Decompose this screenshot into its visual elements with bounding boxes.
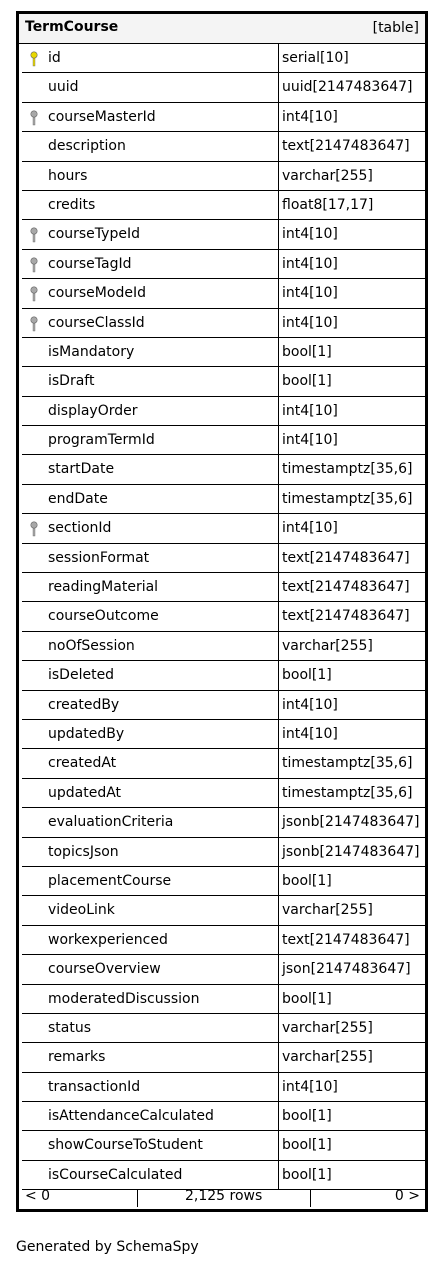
primary-key-icon xyxy=(29,51,39,67)
table-kind: [table] xyxy=(372,20,419,36)
column-type: bool[1] xyxy=(279,661,425,690)
column-list xyxy=(19,44,425,1190)
column-name: endDate xyxy=(48,490,108,507)
column-name-cell xyxy=(22,162,279,191)
column-type: varchar[255] xyxy=(279,1014,425,1043)
column-type: serial[10] xyxy=(279,44,425,73)
parents-count: 0 > xyxy=(394,1188,420,1204)
column-name: sessionFormat xyxy=(48,549,150,566)
column-name-cell xyxy=(22,44,279,73)
column-name: updatedAt xyxy=(48,784,122,801)
column-type: bool[1] xyxy=(279,1161,425,1190)
column-name: createdAt xyxy=(48,755,117,772)
foreign-key-icon xyxy=(29,521,39,537)
column-row xyxy=(19,103,425,132)
column-row xyxy=(19,73,425,102)
column-type: int4[10] xyxy=(279,426,425,455)
column-row xyxy=(19,1043,425,1072)
column-type: varchar[255] xyxy=(279,1043,425,1072)
column-type: jsonb[2147483647] xyxy=(279,808,425,837)
column-row xyxy=(19,1131,425,1160)
column-row xyxy=(19,250,425,279)
column-type: int4[10] xyxy=(279,103,425,132)
column-type: text[2147483647] xyxy=(279,132,425,161)
column-name-cell xyxy=(22,250,279,279)
column-row xyxy=(19,338,425,367)
column-name-cell xyxy=(22,73,279,102)
column-type: uuid[2147483647] xyxy=(279,73,425,102)
row-count: 2,125 rows xyxy=(185,1188,263,1204)
column-type: float8[17,17] xyxy=(279,191,425,220)
column-type: bool[1] xyxy=(279,867,425,896)
column-name-cell xyxy=(22,426,279,455)
column-type: timestamptz[35,6] xyxy=(279,779,425,808)
column-name-cell xyxy=(22,808,279,837)
column-name-cell xyxy=(22,455,279,484)
foreign-key-icon xyxy=(29,257,39,273)
column-row xyxy=(19,397,425,426)
column-type: int4[10] xyxy=(279,1073,425,1102)
column-row xyxy=(19,808,425,837)
column-name: courseClassId xyxy=(48,314,145,331)
table-name: TermCourse xyxy=(25,19,119,35)
column-name: isMandatory xyxy=(48,343,135,360)
column-name: uuid xyxy=(48,79,79,96)
column-row xyxy=(19,132,425,161)
column-row xyxy=(19,896,425,925)
column-row xyxy=(19,279,425,308)
column-type: bool[1] xyxy=(279,338,425,367)
column-name-cell xyxy=(22,1131,279,1160)
column-name: isAttendanceCalculated xyxy=(48,1108,214,1125)
column-row xyxy=(19,955,425,984)
column-type: bool[1] xyxy=(279,985,425,1014)
column-name-cell xyxy=(22,867,279,896)
column-row xyxy=(19,985,425,1014)
column-row xyxy=(19,926,425,955)
column-row xyxy=(19,191,425,220)
column-name-cell xyxy=(22,220,279,249)
column-name: transactionId xyxy=(48,1078,141,1095)
column-type: bool[1] xyxy=(279,1102,425,1131)
column-name-cell xyxy=(22,367,279,396)
column-name: createdBy xyxy=(48,696,120,713)
column-name: isCourseCalculated xyxy=(48,1166,183,1183)
footer-divider xyxy=(310,1189,311,1207)
column-name-cell xyxy=(22,896,279,925)
column-name-cell xyxy=(22,955,279,984)
column-type: timestamptz[35,6] xyxy=(279,749,425,778)
column-row xyxy=(19,367,425,396)
column-name: topicsJson xyxy=(48,843,119,860)
column-type: int4[10] xyxy=(279,514,425,543)
column-row xyxy=(19,838,425,867)
column-name-cell xyxy=(22,1073,279,1102)
column-row xyxy=(19,691,425,720)
column-name-cell xyxy=(22,720,279,749)
column-name-cell xyxy=(22,191,279,220)
column-type: int4[10] xyxy=(279,220,425,249)
column-name: evaluationCriteria xyxy=(48,814,174,831)
column-name: showCourseToStudent xyxy=(48,1137,203,1154)
column-type: bool[1] xyxy=(279,1131,425,1160)
column-name: moderatedDiscussion xyxy=(48,990,200,1007)
column-name: programTermId xyxy=(48,432,155,449)
column-row xyxy=(19,1073,425,1102)
column-name-cell xyxy=(22,279,279,308)
foreign-key-icon xyxy=(29,286,39,302)
column-type: int4[10] xyxy=(279,397,425,426)
column-type: int4[10] xyxy=(279,720,425,749)
column-name-cell xyxy=(22,1102,279,1131)
column-row xyxy=(19,544,425,573)
column-name: credits xyxy=(48,196,96,213)
column-name-cell xyxy=(22,309,279,338)
footer-divider xyxy=(137,1189,138,1207)
column-name-cell xyxy=(22,838,279,867)
column-name-cell xyxy=(22,573,279,602)
column-type: int4[10] xyxy=(279,691,425,720)
column-name: noOfSession xyxy=(48,637,135,654)
column-row xyxy=(19,867,425,896)
column-name-cell xyxy=(22,397,279,426)
column-row xyxy=(19,1014,425,1043)
column-row xyxy=(19,44,425,73)
column-name: courseTagId xyxy=(48,255,132,272)
column-name-cell xyxy=(22,103,279,132)
column-name: isDeleted xyxy=(48,667,115,684)
column-name: id xyxy=(48,50,61,66)
foreign-key-icon xyxy=(29,316,39,332)
column-type: timestamptz[35,6] xyxy=(279,485,425,514)
column-name-cell xyxy=(22,985,279,1014)
column-name: readingMaterial xyxy=(48,579,159,596)
column-name: description xyxy=(48,138,126,155)
column-name-cell xyxy=(22,779,279,808)
column-name-cell xyxy=(22,749,279,778)
column-name: startDate xyxy=(48,461,115,478)
table-footer xyxy=(19,1186,425,1209)
column-name-cell xyxy=(22,338,279,367)
column-name-cell xyxy=(22,544,279,573)
column-name: remarks xyxy=(48,1049,106,1066)
column-type: jsonb[2147483647] xyxy=(279,838,425,867)
column-name: updatedBy xyxy=(48,725,125,742)
column-row xyxy=(19,661,425,690)
column-name-cell xyxy=(22,632,279,661)
column-name: workexperienced xyxy=(48,931,168,948)
column-type: timestamptz[35,6] xyxy=(279,455,425,484)
column-type: int4[10] xyxy=(279,309,425,338)
column-name: courseOverview xyxy=(48,961,161,978)
table-node xyxy=(16,11,428,1212)
column-name: courseTypeId xyxy=(48,226,140,243)
column-name-cell xyxy=(22,485,279,514)
foreign-key-icon xyxy=(29,227,39,243)
column-row xyxy=(19,309,425,338)
generated-by-label: Generated by SchemaSpy xyxy=(16,1239,199,1255)
column-row xyxy=(19,485,425,514)
column-row xyxy=(19,632,425,661)
column-name: videoLink xyxy=(48,902,115,919)
column-type: json[2147483647] xyxy=(279,955,425,984)
column-name: placementCourse xyxy=(48,872,172,889)
table-header xyxy=(19,14,425,44)
column-type: int4[10] xyxy=(279,250,425,279)
column-name: hours xyxy=(48,167,88,184)
column-row xyxy=(19,220,425,249)
column-row xyxy=(19,514,425,543)
column-row xyxy=(19,720,425,749)
column-name-cell xyxy=(22,132,279,161)
column-name-cell xyxy=(22,926,279,955)
foreign-key-icon xyxy=(29,110,39,126)
column-row xyxy=(19,779,425,808)
column-name-cell xyxy=(22,1014,279,1043)
column-name-cell xyxy=(22,1043,279,1072)
column-name-cell xyxy=(22,691,279,720)
column-name: sectionId xyxy=(48,520,112,537)
column-type: text[2147483647] xyxy=(279,926,425,955)
column-name: courseMasterId xyxy=(48,108,156,125)
column-name: displayOrder xyxy=(48,402,138,419)
column-type: varchar[255] xyxy=(279,896,425,925)
column-type: int4[10] xyxy=(279,279,425,308)
column-name: isDraft xyxy=(48,373,95,390)
column-type: text[2147483647] xyxy=(279,544,425,573)
column-row xyxy=(19,573,425,602)
column-name-cell xyxy=(22,661,279,690)
column-type: varchar[255] xyxy=(279,162,425,191)
column-row xyxy=(19,602,425,631)
column-type: bool[1] xyxy=(279,367,425,396)
column-name-cell xyxy=(22,514,279,543)
column-type: text[2147483647] xyxy=(279,602,425,631)
column-row xyxy=(19,455,425,484)
column-name: status xyxy=(48,1019,92,1036)
column-row xyxy=(19,426,425,455)
column-row xyxy=(19,1102,425,1131)
children-count: < 0 xyxy=(25,1188,51,1204)
column-name: courseOutcome xyxy=(48,608,159,625)
column-type: text[2147483647] xyxy=(279,573,425,602)
column-type: varchar[255] xyxy=(279,632,425,661)
column-row xyxy=(19,749,425,778)
column-name-cell xyxy=(22,602,279,631)
column-name: courseModeId xyxy=(48,285,146,302)
column-row xyxy=(19,162,425,191)
